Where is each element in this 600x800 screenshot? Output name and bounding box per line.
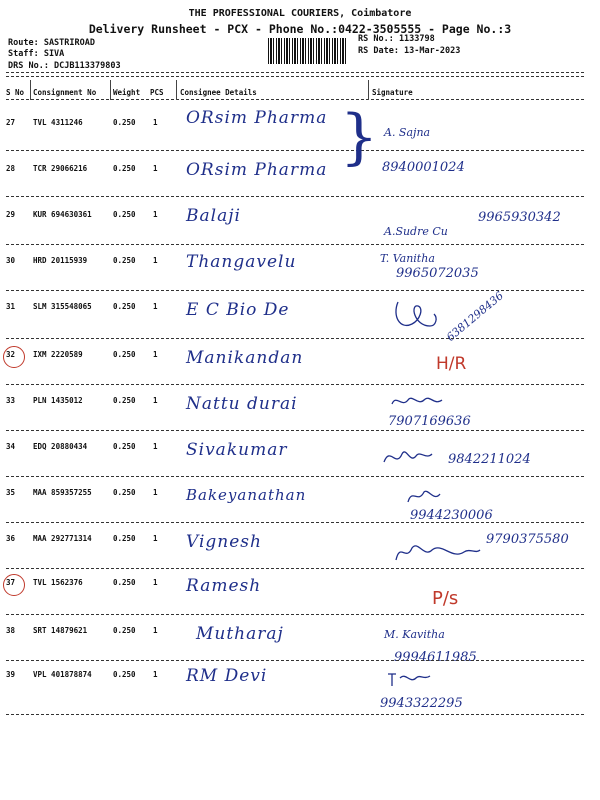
staff-label: Staff: SIVA [8,49,65,59]
consignee-name: Sivakumar [186,440,288,460]
sno: 31 [6,302,16,311]
phone-number: 7907169636 [388,414,471,429]
divider [6,99,584,100]
consignment-no: TVL 1562376 [33,578,83,587]
pcs: 1 [153,578,158,587]
column-separator [30,80,31,100]
column-separator [110,80,111,100]
consignment-no: TCR 29066216 [33,164,88,173]
row-divider [6,522,584,523]
pcs: 1 [153,256,158,265]
consignee-name: Nattu durai [186,394,298,414]
pcs: 1 [153,488,158,497]
consignment-no: IXM 2220589 [33,350,83,359]
consignment-no: KUR 694630361 [33,210,92,219]
phone-number: 9944230006 [410,508,493,523]
consignee-name: Thangavelu [186,252,297,272]
signature-text: T. Vanitha [380,252,435,265]
pcs: 1 [153,164,158,173]
col-weight: Weight [113,88,141,97]
pcs: 1 [153,302,158,311]
phone-number: 9965930342 [478,210,561,225]
barcode [268,38,346,64]
weight: 0.250 [113,670,136,679]
consignee-name: Bakeyanathan [186,486,307,504]
pcs: 1 [153,534,158,543]
row-divider [6,338,584,339]
row-divider [6,430,584,431]
col-sno: S No [6,88,25,97]
weight: 0.250 [113,256,136,265]
row-divider [6,614,584,615]
signature-text: A.Sudre Cu [384,225,448,238]
sno: 27 [6,118,16,127]
consignee-name: Vignesh [186,532,262,552]
consignee-name: ORsim Pharma [186,108,328,128]
phone-number: 9790375580 [486,532,569,547]
signature-text: M. Kavitha [384,628,445,641]
row-divider [6,384,584,385]
consignee-name: E C Bio De [186,300,290,320]
row-divider [6,568,584,569]
divider [6,72,584,73]
row-divider [6,660,584,661]
sno: 35 [6,488,16,497]
route-label: Route: SASTRIROAD [8,38,95,48]
row-divider [6,476,584,477]
consignee-name: RM Devi [186,666,268,686]
col-consignment: Consignment No [33,88,97,97]
pcs: 1 [153,396,158,405]
consignee-name: Ramesh [186,576,262,596]
col-pcs: PCS [150,88,164,97]
weight: 0.250 [113,118,136,127]
weight: 0.250 [113,210,136,219]
sno: 28 [6,164,16,173]
runsheet-subtitle: Delivery Runsheet - PCX - Phone No.:0422-3505555 - Page No.:3 [88,22,512,36]
brace-mark: } [340,102,379,172]
pcs: 1 [153,210,158,219]
signature-scribble [390,392,450,410]
weight: 0.250 [113,164,136,173]
row-divider [6,196,584,197]
consignment-no: TVL 4311246 [33,118,83,127]
pcs: 1 [153,670,158,679]
rs-date: RS Date: 13-Mar-2023 [358,46,461,56]
pcs: 1 [153,626,158,635]
consignee-name: Manikandan [186,348,304,368]
signature-scribble [384,668,434,688]
sno: 29 [6,210,16,219]
consignment-no: EDQ 20880434 [33,442,88,451]
sno: 38 [6,626,16,635]
sno: 37 [6,578,16,587]
signature-scribble [392,538,482,566]
consignment-no: PLN 1435012 [33,396,83,405]
weight: 0.250 [113,578,136,587]
consignment-no: SRT 14879621 [33,626,88,635]
sno: 39 [6,670,16,679]
pcs: 1 [153,442,158,451]
phone-number: 8940001024 [382,160,465,175]
consignment-no: HRD 20115939 [33,256,88,265]
weight: 0.250 [113,302,136,311]
weight: 0.250 [113,442,136,451]
row-divider [6,244,584,245]
signature-text: A. Sajna [384,126,431,139]
phone-number: 9842211024 [448,452,531,467]
column-separator [176,80,177,100]
weight: 0.250 [113,350,136,359]
col-consignee: Consignee Details [180,88,257,97]
row-divider [6,150,584,151]
consignment-no: MAA 292771314 [33,534,92,543]
drs-number: DRS No.: DCJB113379803 [8,61,121,71]
consignment-no: MAA 859357255 [33,488,92,497]
phone-number: 9965072035 [396,266,479,281]
pcs: 1 [153,118,158,127]
row-divider [6,714,584,715]
weight: 0.250 [113,396,136,405]
consignment-no: VPL 401878874 [33,670,92,679]
divider [6,76,584,77]
weight: 0.250 [113,626,136,635]
column-separator [368,80,369,100]
phone-number: 6381298436 [444,289,506,344]
rs-number: RS No.: 1133798 [358,34,435,44]
consignee-name: Balaji [186,206,241,226]
weight: 0.250 [113,488,136,497]
weight: 0.250 [113,534,136,543]
phone-number: 9943322295 [380,696,463,711]
consignee-name: ORsim Pharma [186,160,328,180]
sno: 32 [6,350,16,359]
sno: 36 [6,534,16,543]
sno: 30 [6,256,16,265]
col-signature: Signature [372,88,413,97]
signature-text: P/s [432,588,459,609]
company-title: THE PROFESSIONAL COURIERS, Coimbatore [188,8,412,19]
signature-scribble [380,442,436,470]
signature-text: H/R [436,354,467,374]
sno: 34 [6,442,16,451]
consignee-name: Mutharaj [196,624,284,644]
signature-scribble [390,296,450,336]
phone-number: 9994611985 [394,650,477,665]
consignment-no: SLM 315548065 [33,302,92,311]
pcs: 1 [153,350,158,359]
signature-scribble [404,486,444,506]
sno: 33 [6,396,16,405]
